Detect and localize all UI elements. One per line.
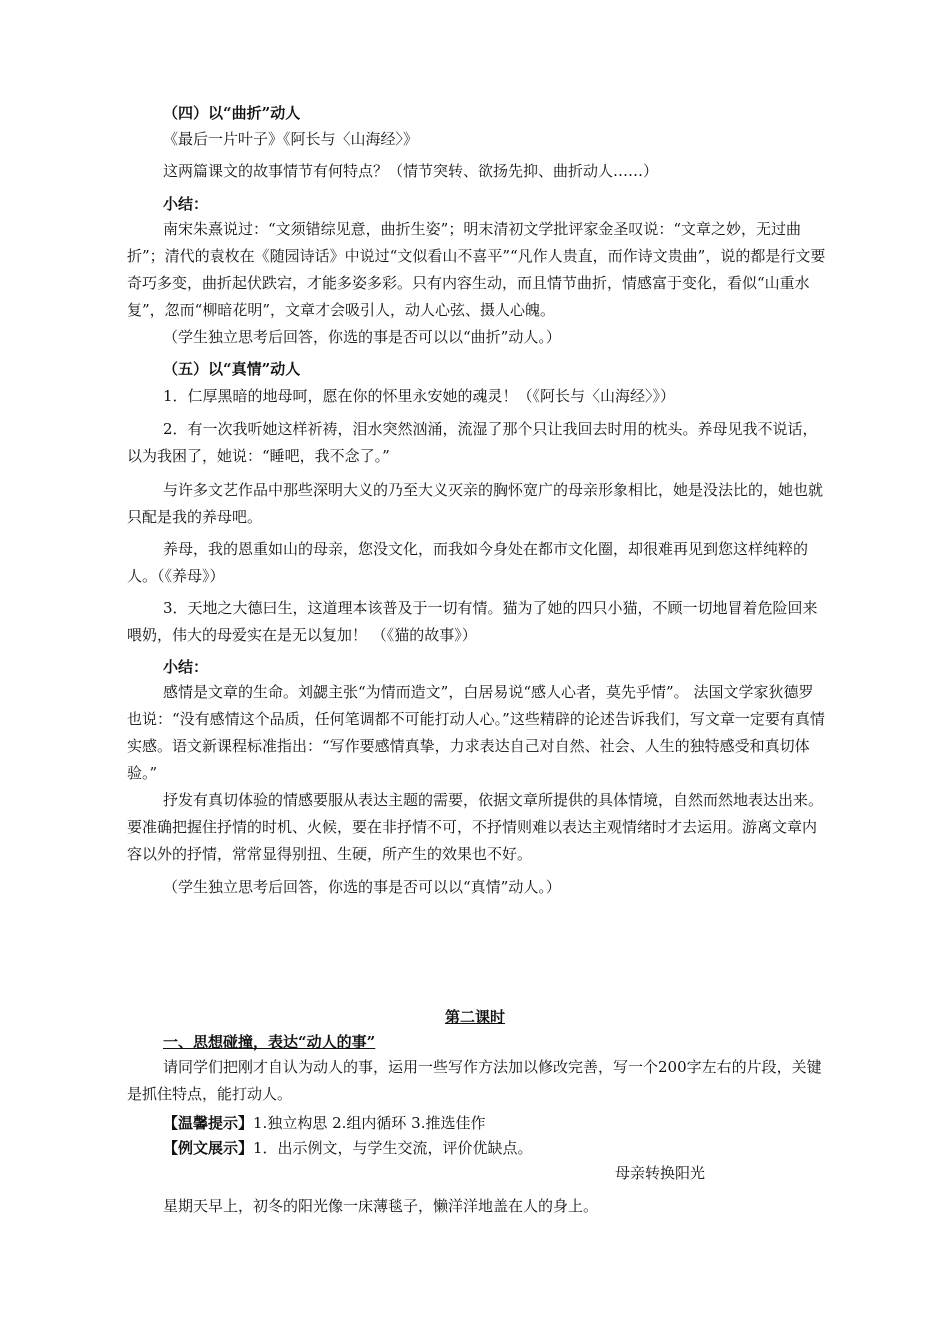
section-5-summary-2: 抒发有真切体验的情感要服从表达主题的需要，依据文章所提供的具体情境，自然而然地表达出来。要准确把握住抒情的时机、火候，要在非抒情不可，不抒情则难以表达主观情绪时才去运用。游离文章内容以外的抒情，常常显得别扭、生硬，所产生的效果也不好。 (127, 791, 824, 863)
section-4-heading: （四）以“曲折”动人 (163, 104, 301, 122)
section-5-item-1: 1．仁厚黑暗的地母呵，愿在你的怀里永安她的魂灵！（《阿长与〈山海经〉》） (163, 387, 676, 405)
section-4-summary-label: 小结： (163, 195, 209, 213)
lesson-2-instruction: 请同学们把刚才自认为动人的事，运用一些写作方法加以修改完善，写一个200字左右的片段，关键是抓住特点，能打动人。 (127, 1058, 822, 1103)
section-5-think: （学生独立思考后回答，你选的事是否可以以“真情”动人。） (163, 878, 561, 896)
tip-text: 1.独立构思 2.组内循环 3.推选佳作 (253, 1114, 486, 1132)
lesson-2-title: 第二课时 (444, 1008, 505, 1026)
section-5-summary: 感情是文章的生命。刘勰主张“为情而造文”，白居易说“感人心者，莫先乎情”。 法国文学家狄德罗也说：“没有感情这个品质，任何笔调都不可能打动人心。”这些精辟的论述告诉我们，写文章一定要有真情实感。语文新课程标准指出：“写作要感情真挚，力求表达自己对自然、社会、人生的独特感受和真切体验。” (127, 683, 825, 782)
section-5-heading: （五）以“真情”动人 (163, 360, 301, 378)
essay-title: 母亲转换阳光 (615, 1164, 706, 1182)
lesson-2-part-1-heading: 一、思想碰撞，表达“动人的事” (163, 1033, 376, 1051)
section-5-item-2: 2．有一次我听她这样祈祷，泪水突然汹涌，流湿了那个只让我回去时用的枕头。养母见我不说话，以为我困了，她说：“睡吧，我不念了。” (127, 420, 818, 465)
section-5-item-2b: 与许多文艺作品中那些深明大义的乃至大义灭亲的胸怀宽广的母亲形象相比，她是没法比的，她也就只配是我的养母吧。 (127, 481, 824, 526)
section-4-question: 这两篇课文的故事情节有何特点？（情节突转、欲扬先抑、曲折动人……） (163, 162, 659, 180)
tip-label: 【温馨提示】 (163, 1114, 254, 1132)
example-text: 1．出示例文，与学生交流，评价优缺点。 (253, 1139, 533, 1157)
section-4-summary: 南宋朱熹说过：“文须错综见意，曲折生姿”；明末清初文学批评家金圣叹说：“文章之妙，无过曲折”；清代的袁枚在《随园诗话》中说过“文似看山不喜平”“凡作人贵直，而作诗文贵曲”，说的都是行文要奇巧多变，曲折起伏跌宕，才能多姿多彩。只有内容生动，而且情节曲折，情感富于变化，看似“山重水复”，忽而“柳暗花明”，文章才会吸引人，动人心弦、摄人心魄。 (127, 220, 826, 319)
section-5-item-2c: 养母，我的恩重如山的母亲，您没文化，而我如今身处在都市文化圈，却很难再见到您这样纯粹的人。（《养母》） (127, 540, 809, 585)
section-5-summary-label: 小结： (163, 658, 209, 676)
section-5-item-3: 3．天地之大德曰生，这道理本该普及于一切有情。猫为了她的四只小猫，不顾一切地冒着危险回来喂奶，伟大的母爱实在是无以复加！ （《猫的故事》） (127, 599, 818, 644)
example-line (163, 1135, 863, 1162)
section-4-think: （学生独立思考后回答，你选的事是否可以以“曲折”动人。） (163, 328, 561, 346)
tip-line (163, 1110, 863, 1137)
essay-first-line: 星期天早上，初冬的阳光像一床薄毯子，懒洋洋地盖在人的身上。 (163, 1197, 599, 1215)
example-label: 【例文展示】 (163, 1139, 254, 1157)
section-4-works: 《最后一片叶子》《阿长与〈山海经〉》 (163, 130, 419, 148)
